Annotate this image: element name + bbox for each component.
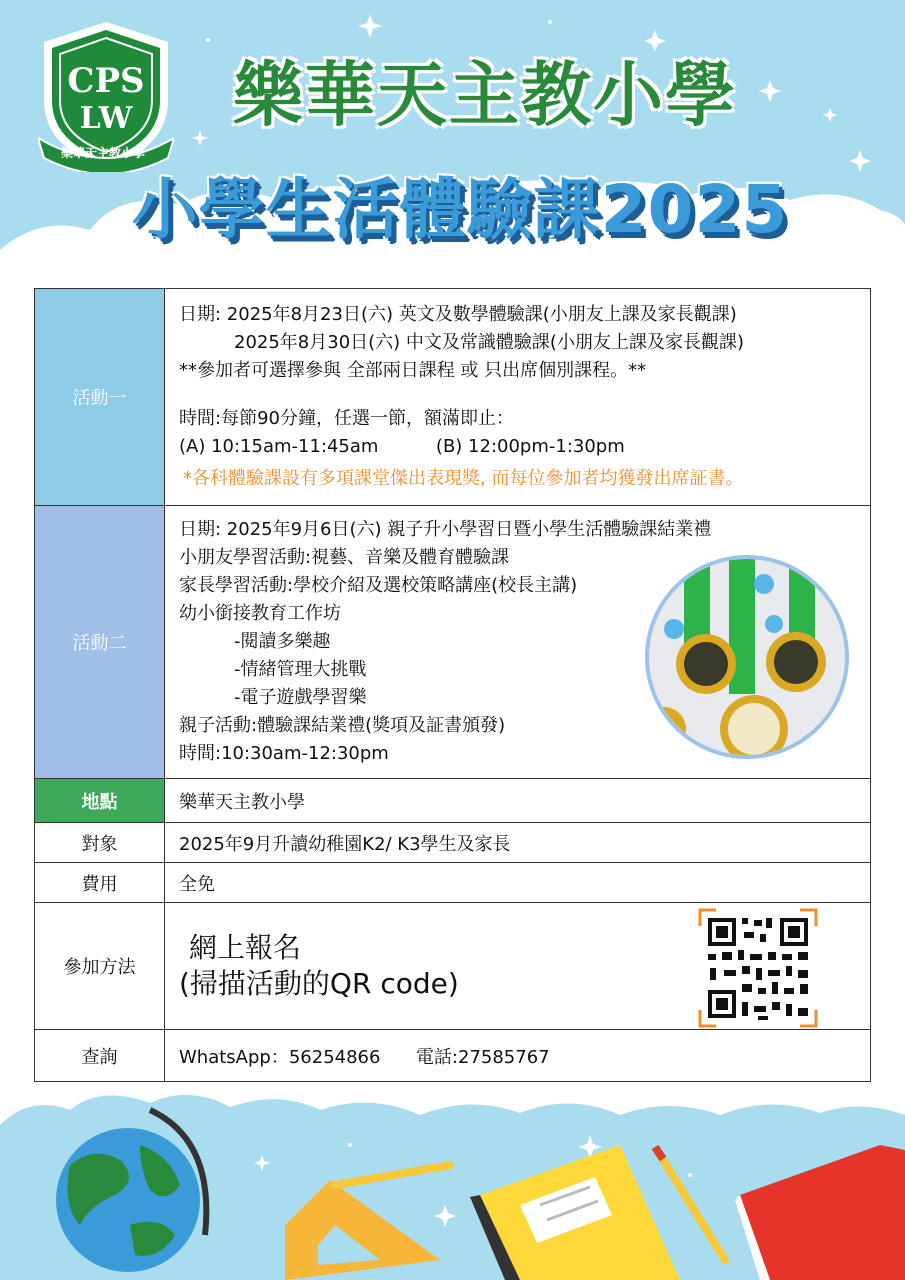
fee-row (35, 863, 871, 903)
activity2-line: 親子活動:體驗課結業禮(獎項及証書頒發) (179, 715, 506, 736)
school-name-title: 樂華天主教小學 (233, 54, 737, 136)
activity2-line: 日期: 2025年9月6日(六) 親子升小學習日暨小學生活體驗課結業禮 (179, 519, 712, 540)
activity2-row (35, 506, 871, 779)
venue-row (35, 779, 871, 823)
logo-ribbon-text: 樂華天主教小學 (60, 146, 145, 160)
qr-code[interactable] (698, 908, 818, 1028)
event-title: 小學生活體驗課2025 (131, 171, 789, 248)
svg-text:LW: LW (79, 101, 133, 136)
activity1-content (165, 289, 871, 506)
enquiry-row (35, 1030, 871, 1082)
registration-line1: 網上報名 (189, 931, 302, 964)
medal-photo (644, 554, 850, 760)
activity2-line: -閱讀多樂趣 (234, 631, 331, 652)
session-b: (B) 12:00pm-1:30pm (435, 436, 625, 457)
activity1-row (35, 289, 871, 506)
registration-content (165, 903, 871, 1030)
award-note: *各科體驗課設有多項課堂傑出表現獎, 而每位參加者均獲發出席証書。 (183, 468, 744, 489)
enquiry-label: 查詢 (35, 1030, 165, 1082)
target-row (35, 823, 871, 863)
footer-illustration (0, 1085, 905, 1280)
whatsapp-number[interactable]: WhatsApp：56254866 (179, 1046, 381, 1068)
venue-value: 樂華天主教小學 (165, 779, 871, 823)
activity2-line: -電子遊戲學習樂 (234, 687, 367, 708)
activity1-sessions (179, 433, 870, 461)
svg-text:CPS: CPS (67, 61, 145, 101)
enquiry-content (165, 1030, 871, 1082)
activity2-label: 活動二 (35, 506, 165, 779)
activity2-line: 小朋友學習活動:視藝、音樂及體育體驗課 (179, 547, 510, 568)
venue-label: 地點 (35, 779, 165, 823)
target-value: 2025年9月升讀幼稚園K2/ K3學生及家長 (165, 823, 871, 863)
activity1-date-line1: 日期: 2025年8月23日(六) 英文及數學體驗課(小朋友上課及家長觀課) (179, 304, 737, 325)
info-table (34, 288, 871, 1082)
session-a: (A) 10:15am-11:45am (179, 436, 379, 457)
activity1-date-line2: 2025年8月30日(六) 中文及常識體驗課(小朋友上課及家長觀課) (234, 332, 744, 353)
activity1-label: 活動一 (35, 289, 165, 506)
activity2-line: 時間:10:30am-12:30pm (179, 743, 389, 764)
registration-line2: (掃描活動的QR code) (179, 967, 459, 1000)
registration-label: 參加方法 (35, 903, 165, 1030)
target-label: 對象 (35, 823, 165, 863)
activity1-time-line: 時間:每節90分鐘，任選一節，額滿即止： (179, 408, 514, 429)
activity2-line: 家長學習活動:學校介紹及選校策略講座(校長主講) (179, 575, 578, 596)
registration-row (35, 903, 871, 1030)
fee-label: 費用 (35, 863, 165, 903)
activity2-line: 幼小銜接教育工作坊 (179, 603, 341, 624)
phone-number[interactable]: 電話:27585767 (415, 1046, 550, 1068)
activity2-content (165, 506, 871, 779)
fee-value: 全免 (165, 863, 871, 903)
activity1-note: **參加者可選擇參與 全部兩日課程 或 只出席個別課程。** (179, 360, 647, 381)
activity2-line: -情緒管理大挑戰 (234, 659, 367, 680)
